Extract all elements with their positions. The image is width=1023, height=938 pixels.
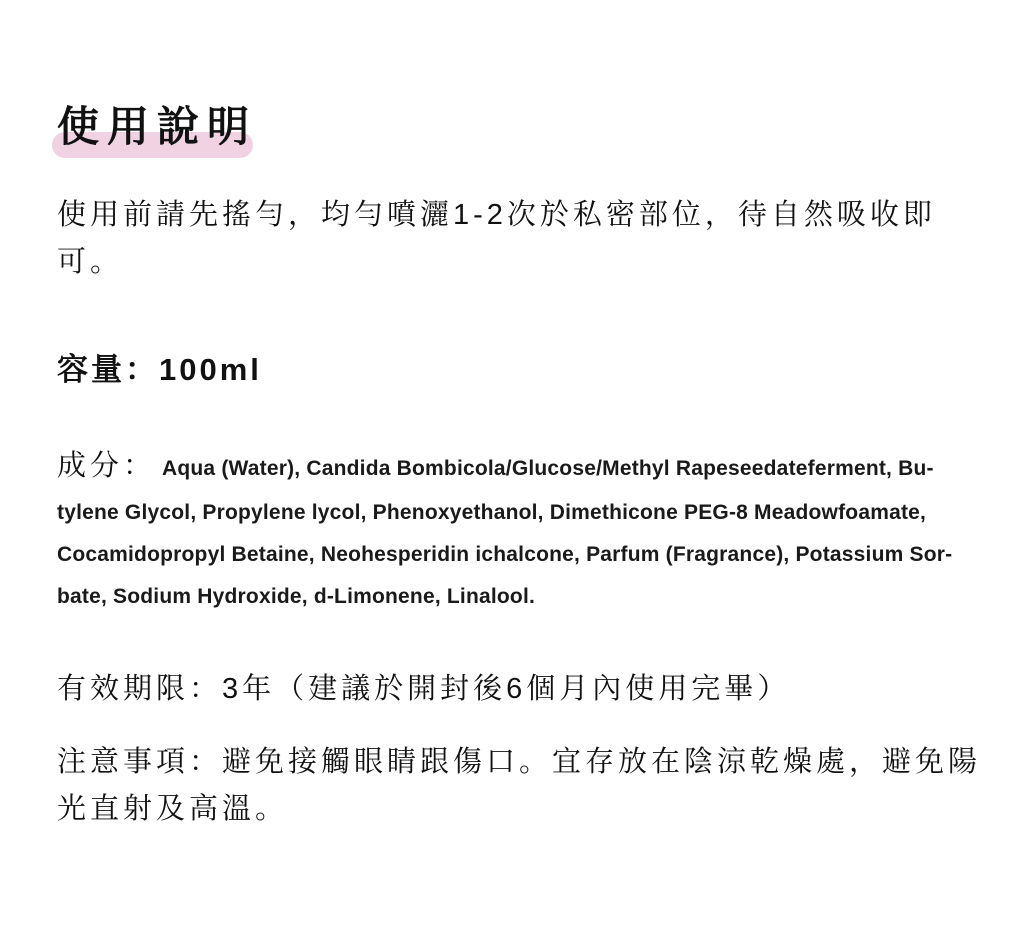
usage-instructions-text: 使用前請先搖勻，均勻噴灑1-2次於私密部位，待自然吸收即可。 bbox=[57, 199, 936, 278]
ingredients-section bbox=[57, 445, 987, 618]
page-title bbox=[57, 0, 987, 154]
ingredients-line-4: bate, Sodium Hydroxide, d-Limonene, Linalool. bbox=[57, 585, 536, 608]
page-title-inner bbox=[57, 100, 257, 154]
ingredients-line-3: Cocamidopropyl Betaine, Neohesperidin ichalcone, Parfum (Fragrance), Potassium Sor- bbox=[57, 543, 953, 566]
precautions-text: 注意事項：避免接觸眼睛跟傷口。宜存放在陰涼乾燥處，避免陽光直射及高溫。 bbox=[57, 746, 982, 825]
capacity-text: 容量：100ml bbox=[57, 352, 262, 387]
ingredients-label: 成分： bbox=[57, 450, 157, 482]
ingredients-line-1: Aqua (Water), Candida Bombicola/Glucose/Methyl Rapeseedateferment, Bu- bbox=[162, 457, 934, 480]
shelf-life-text: 有效期限：3年（建議於開封後6個月內使用完畢） bbox=[57, 673, 791, 705]
page-title-text: 使用說明 bbox=[57, 103, 258, 150]
ingredients-line-2: tylene Glycol, Propylene lycol, Phenoxyethanol, Dimethicone PEG-8 Meadowfoamate, bbox=[57, 501, 927, 524]
